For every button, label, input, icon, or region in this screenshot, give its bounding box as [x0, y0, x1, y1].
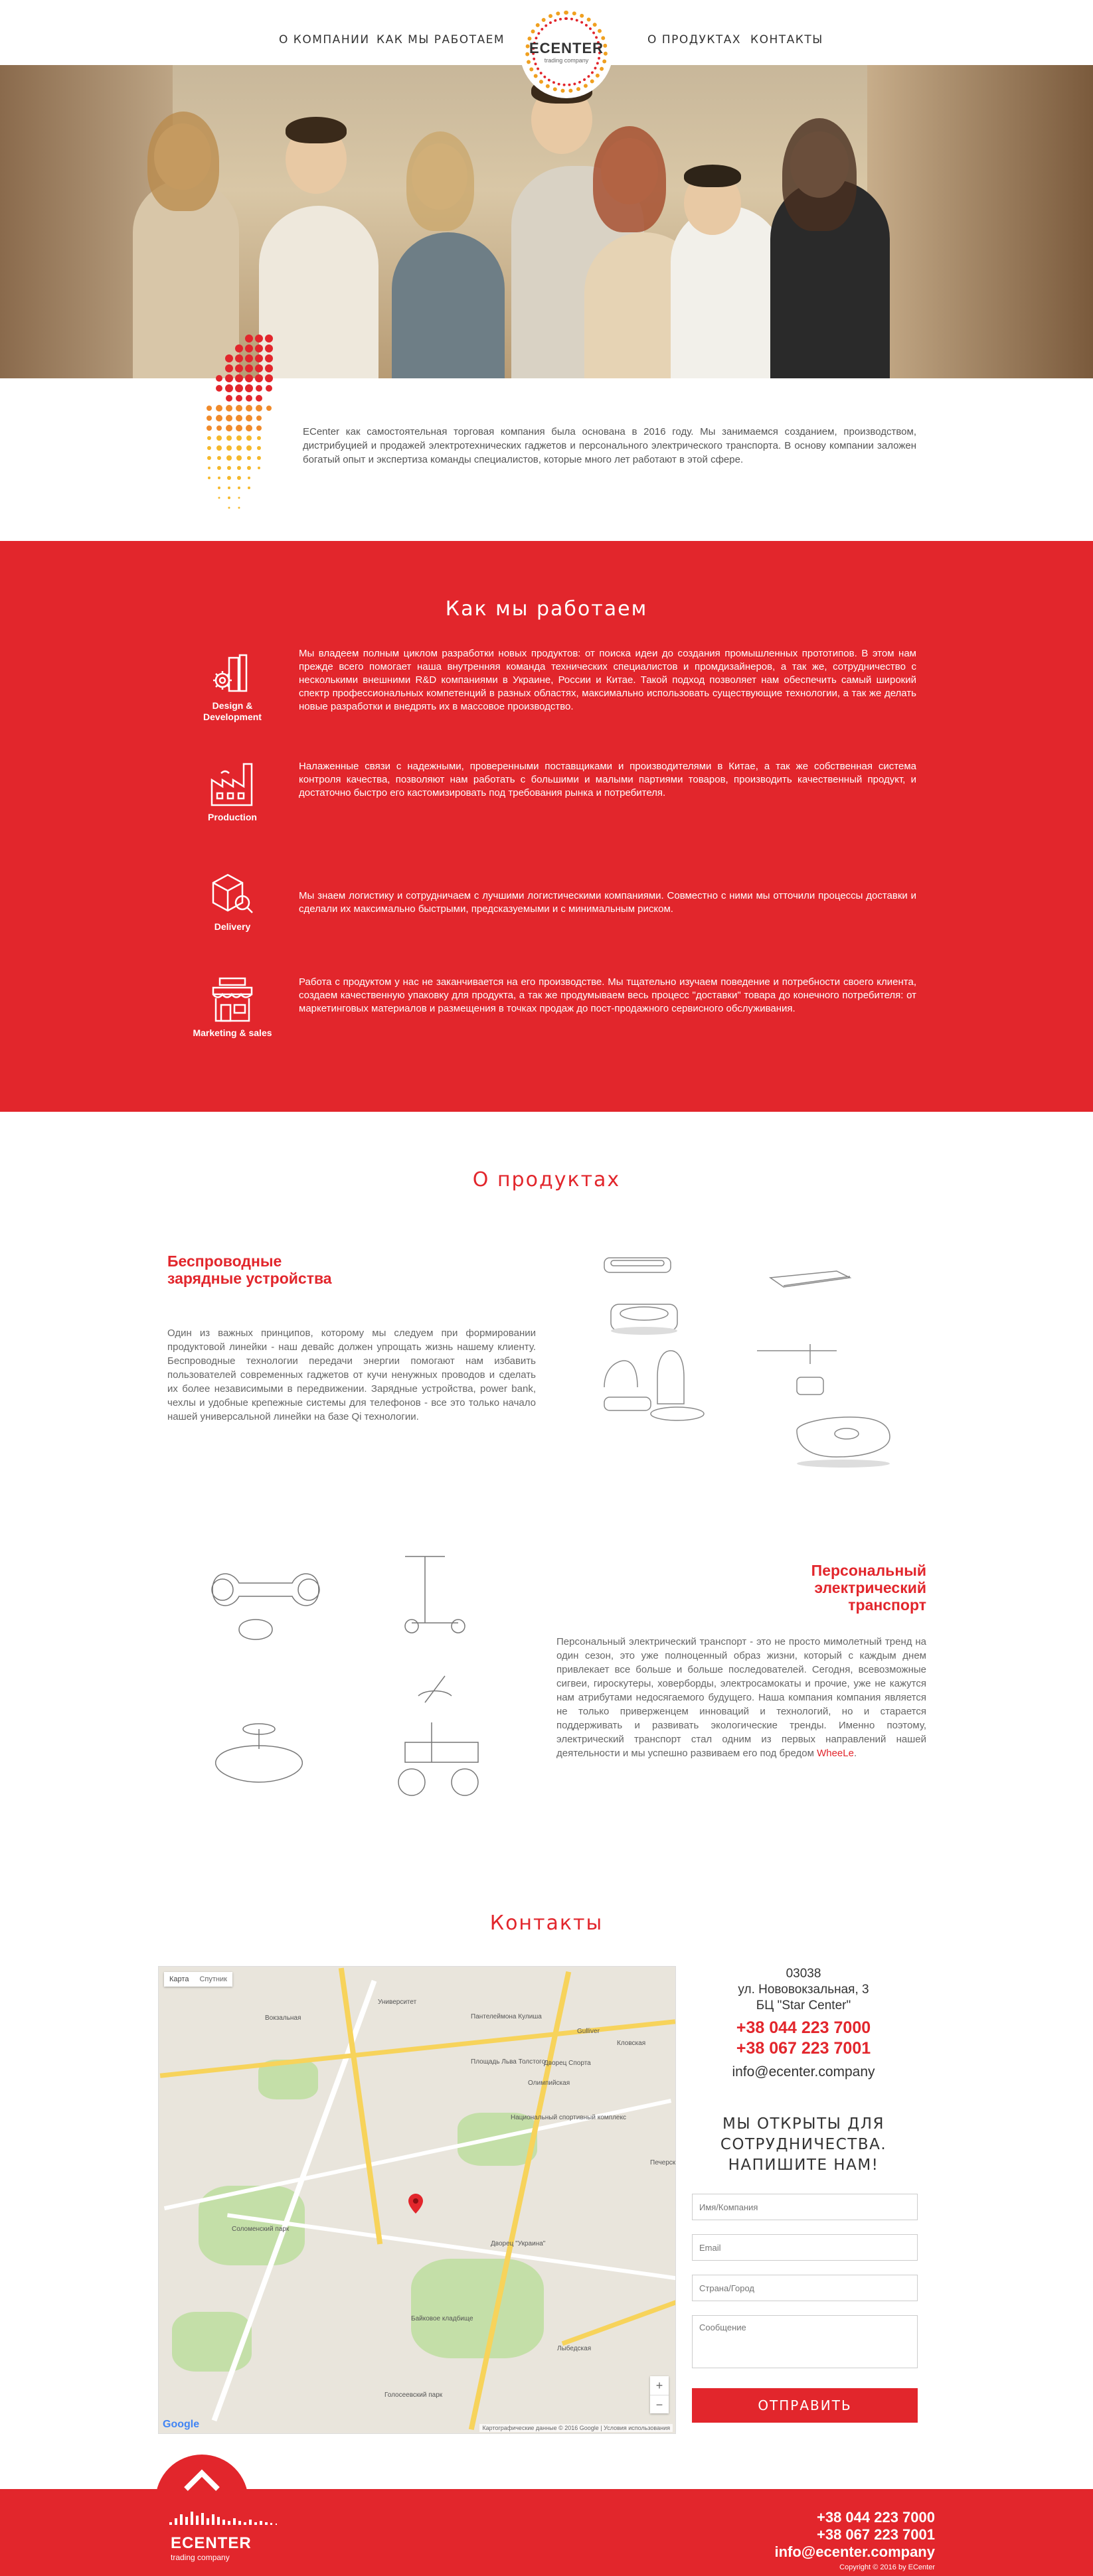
- map-label: Олимпийская: [528, 2080, 570, 2087]
- design-development-icon: [209, 654, 256, 696]
- footer-phone-1[interactable]: +38 044 223 7000: [816, 2509, 935, 2526]
- country-input[interactable]: [692, 2275, 918, 2301]
- nav-how[interactable]: КАК МЫ РАБОТАЕМ: [377, 33, 505, 46]
- contacts-title: Контакты: [489, 1912, 604, 1935]
- map-label: Байковое кладбище: [411, 2315, 473, 2322]
- shop-icon: [208, 976, 257, 1023]
- footer-logo: [169, 2509, 289, 2562]
- copyright: Copyright © 2016 by ECenter: [839, 2563, 935, 2571]
- map[interactable]: [158, 1966, 676, 2434]
- how-text-delivery: Мы знаем логистику и сотрудничаем с лучшими логистическими компаниями. Совместно с ними мы отточили процессы доставки и сделали их максимально быстрыми, предсказуемыми и с минимальным риском.: [299, 890, 916, 915]
- map-zoom: [650, 2376, 669, 2413]
- footer: [0, 2489, 1093, 2576]
- electric-transport-image: [193, 1543, 525, 1829]
- message-input[interactable]: [692, 2315, 918, 2368]
- send-button[interactable]: ОТПРАВИТЬ: [692, 2388, 918, 2423]
- wheele-link[interactable]: WheeLe: [817, 1748, 854, 1759]
- address-street: ул. Нововокзальная, 3: [738, 1983, 869, 1997]
- how-label-production: Production: [208, 812, 257, 822]
- intro-section: [0, 378, 1093, 541]
- map-label: Вокзальная: [265, 2014, 301, 2022]
- decorative-dots: [199, 332, 286, 531]
- map-label: Голосеевский парк: [384, 2391, 443, 2399]
- map-footer: Картографические данные © 2016 Google | Условия использования: [479, 2424, 673, 2432]
- nav-about[interactable]: О КОМПАНИИ: [279, 33, 370, 46]
- products-section: [0, 1112, 1093, 1858]
- email-input[interactable]: [692, 2234, 918, 2261]
- address-building: БЦ "Star Center": [756, 1999, 851, 2012]
- map-label: Пантелеймона Кулиша: [471, 2013, 542, 2020]
- map-label: Печерск: [650, 2159, 676, 2166]
- map-label: Лыбедская: [557, 2345, 592, 2352]
- footer-logo-subtitle: trading company: [171, 2553, 230, 2562]
- footer-logo-title: ECENTER: [171, 2534, 252, 2552]
- map-label: Площадь Льва Толстого: [471, 2058, 546, 2066]
- google-logo: Google: [163, 2419, 200, 2430]
- map-label: Дворец "Украина": [491, 2240, 546, 2247]
- nav-contacts[interactable]: КОНТАКТЫ: [750, 33, 823, 46]
- nav-products[interactable]: О ПРОДУКТАХ: [647, 33, 742, 46]
- products-title: О продуктах: [472, 1168, 621, 1191]
- phone-2[interactable]: +38 067 223 7001: [736, 2039, 871, 2058]
- contacts-section: [0, 1858, 1093, 2489]
- map-label: Gulliver: [577, 2028, 600, 2035]
- email-link[interactable]: info@ecenter.company: [732, 2064, 875, 2080]
- transport-title: Персональный электрический транспорт: [811, 1562, 926, 1614]
- logo-subtitle: trading company: [544, 57, 589, 64]
- transport-text: Персональный электрический транспорт - это не просто мимолетный тренд на один сезон, это уже полноценный образ жизни, который с каждым днем привлекает все больше и больше последователей. Сегодня, всевозможные сигвеи, гироскутеры, ховерборды, электросамокаты и прочие, уже не кажутся нам атрибутами недосягаемого будущего. Наша компания компания является не только приверженцем инноваций и технологий, но и старается поддерживать и развивать экологические тренды. Именно поэтому, электрический транспорт стал одним из первых направлений нашей деятельности и мы успешно развиваем его под бредом WheeLe.: [556, 1636, 926, 1759]
- how-text-design: Мы владеем полным циклом разработки новых продуктов: от поиска идеи до создания промышленных прототипов. В этом нам прежде всего помогает наша внутренняя команда технических специалистов и промдизайнеров, а так же, сотрудничество с несколькими внешними R&D компаниями в Украине, России и Китае. Такой подход позволяет нам обеспечить самый широкий спектр профессиональных компетенций в разных областях, максимально использовать существующие технологии, а так же делать новые разработки и внедрять их в массовое производство.: [299, 648, 916, 712]
- how-text-marketing: Работа с продуктом у нас не заканчивается на его производстве. Мы тщательно изучаем поведение и потребности своего клиента, создаем качественную упаковку для продукта, а так же продумываем весь процесс "доставки" товара до конечного потребителя: от маркетинговых материалов и размещения в точках продаж до пост-продажного сервисного обслуживания.: [299, 976, 916, 1014]
- map-type-tabs: [164, 1972, 232, 1987]
- address-zip: 03038: [786, 1967, 821, 1981]
- map-label: Соломенский парк: [232, 2226, 290, 2233]
- map-label: Университет: [378, 1999, 417, 2006]
- how-label-delivery: Delivery: [214, 921, 251, 932]
- map-pin-icon[interactable]: [408, 2194, 423, 2214]
- zoom-out-button[interactable]: −: [650, 2395, 669, 2413]
- cta-heading: МЫ ОТКРЫТЫ ДЛЯ СОТРУДНИЧЕСТВА. НАПИШИТЕ НАМ!: [720, 2115, 887, 2174]
- how-title: Как мы работаем: [445, 597, 648, 621]
- how-label-marketing: Marketing & sales: [193, 1027, 272, 1038]
- wireless-chargers-image: [584, 1245, 930, 1497]
- footer-contacts: [774, 2509, 935, 2571]
- logo-title: ECENTER: [529, 40, 604, 56]
- map-label: Кловская: [617, 2040, 646, 2047]
- map-tab-satellite[interactable]: Спутник: [199, 1975, 227, 1983]
- how-we-work-section: [0, 541, 1093, 1112]
- logo[interactable]: [520, 5, 613, 98]
- wireless-title: Беспроводные зарядные устройства: [167, 1252, 332, 1287]
- map-label: Национальный спортивный комплекс: [511, 2114, 626, 2121]
- factory-icon: [208, 760, 257, 808]
- intro-text: ECenter как самостоятельная торговая компания была основана в 2016 году. Мы занимаемся созданием, производством, дистрибуцией и продажей электротехнических гаджетов и персонального электрического транспорта. В основу компании заложен богатый опыт и экспертиза команды специалистов, которые много лет работают в этой сфере.: [303, 426, 916, 465]
- hero-image: [0, 65, 1093, 378]
- map-tab-map[interactable]: Карта: [169, 1975, 189, 1983]
- name-input[interactable]: [692, 2194, 918, 2220]
- wireless-text: Один из важных принципов, которому мы следуем при формировании продуктовой линейки - наш девайс должен упрощать жизнь нашему клиенту. Беспроводные технологии передачи энергии помогают нам избавить пользователей современных гаджетов от кучи ненужных проводов и сделать их более независимыми в передвижении. Зарядные устройства, power bank, чехлы и удобные крепежные системы для телефонов - все это только начало нашей универсальной линейки на базе Qi технологии.: [167, 1327, 536, 1422]
- delivery-box-icon: [208, 870, 257, 917]
- chevron-up-icon: [182, 2466, 222, 2493]
- footer-email[interactable]: info@ecenter.company: [774, 2543, 935, 2560]
- zoom-in-button[interactable]: +: [655, 2379, 663, 2392]
- phone-1[interactable]: +38 044 223 7000: [736, 2018, 871, 2037]
- contact-details: [691, 1966, 916, 2082]
- footer-phone-2[interactable]: +38 067 223 7001: [816, 2526, 935, 2543]
- map-label: Дворец Спорта: [544, 2060, 591, 2067]
- how-label-design: Design & Development: [203, 700, 262, 722]
- footer-logo-dots: [169, 2509, 289, 2536]
- how-text-production: Налаженные связи с надежными, проверенными поставщиками и производителями в Китае, а так же собственная система контроля качества, позволяют нам работать с большими и малыми партиями товаров, производить качественный продукт, и достаточно быстро его кастомизировать под требования рынка и потребителя.: [299, 761, 916, 798]
